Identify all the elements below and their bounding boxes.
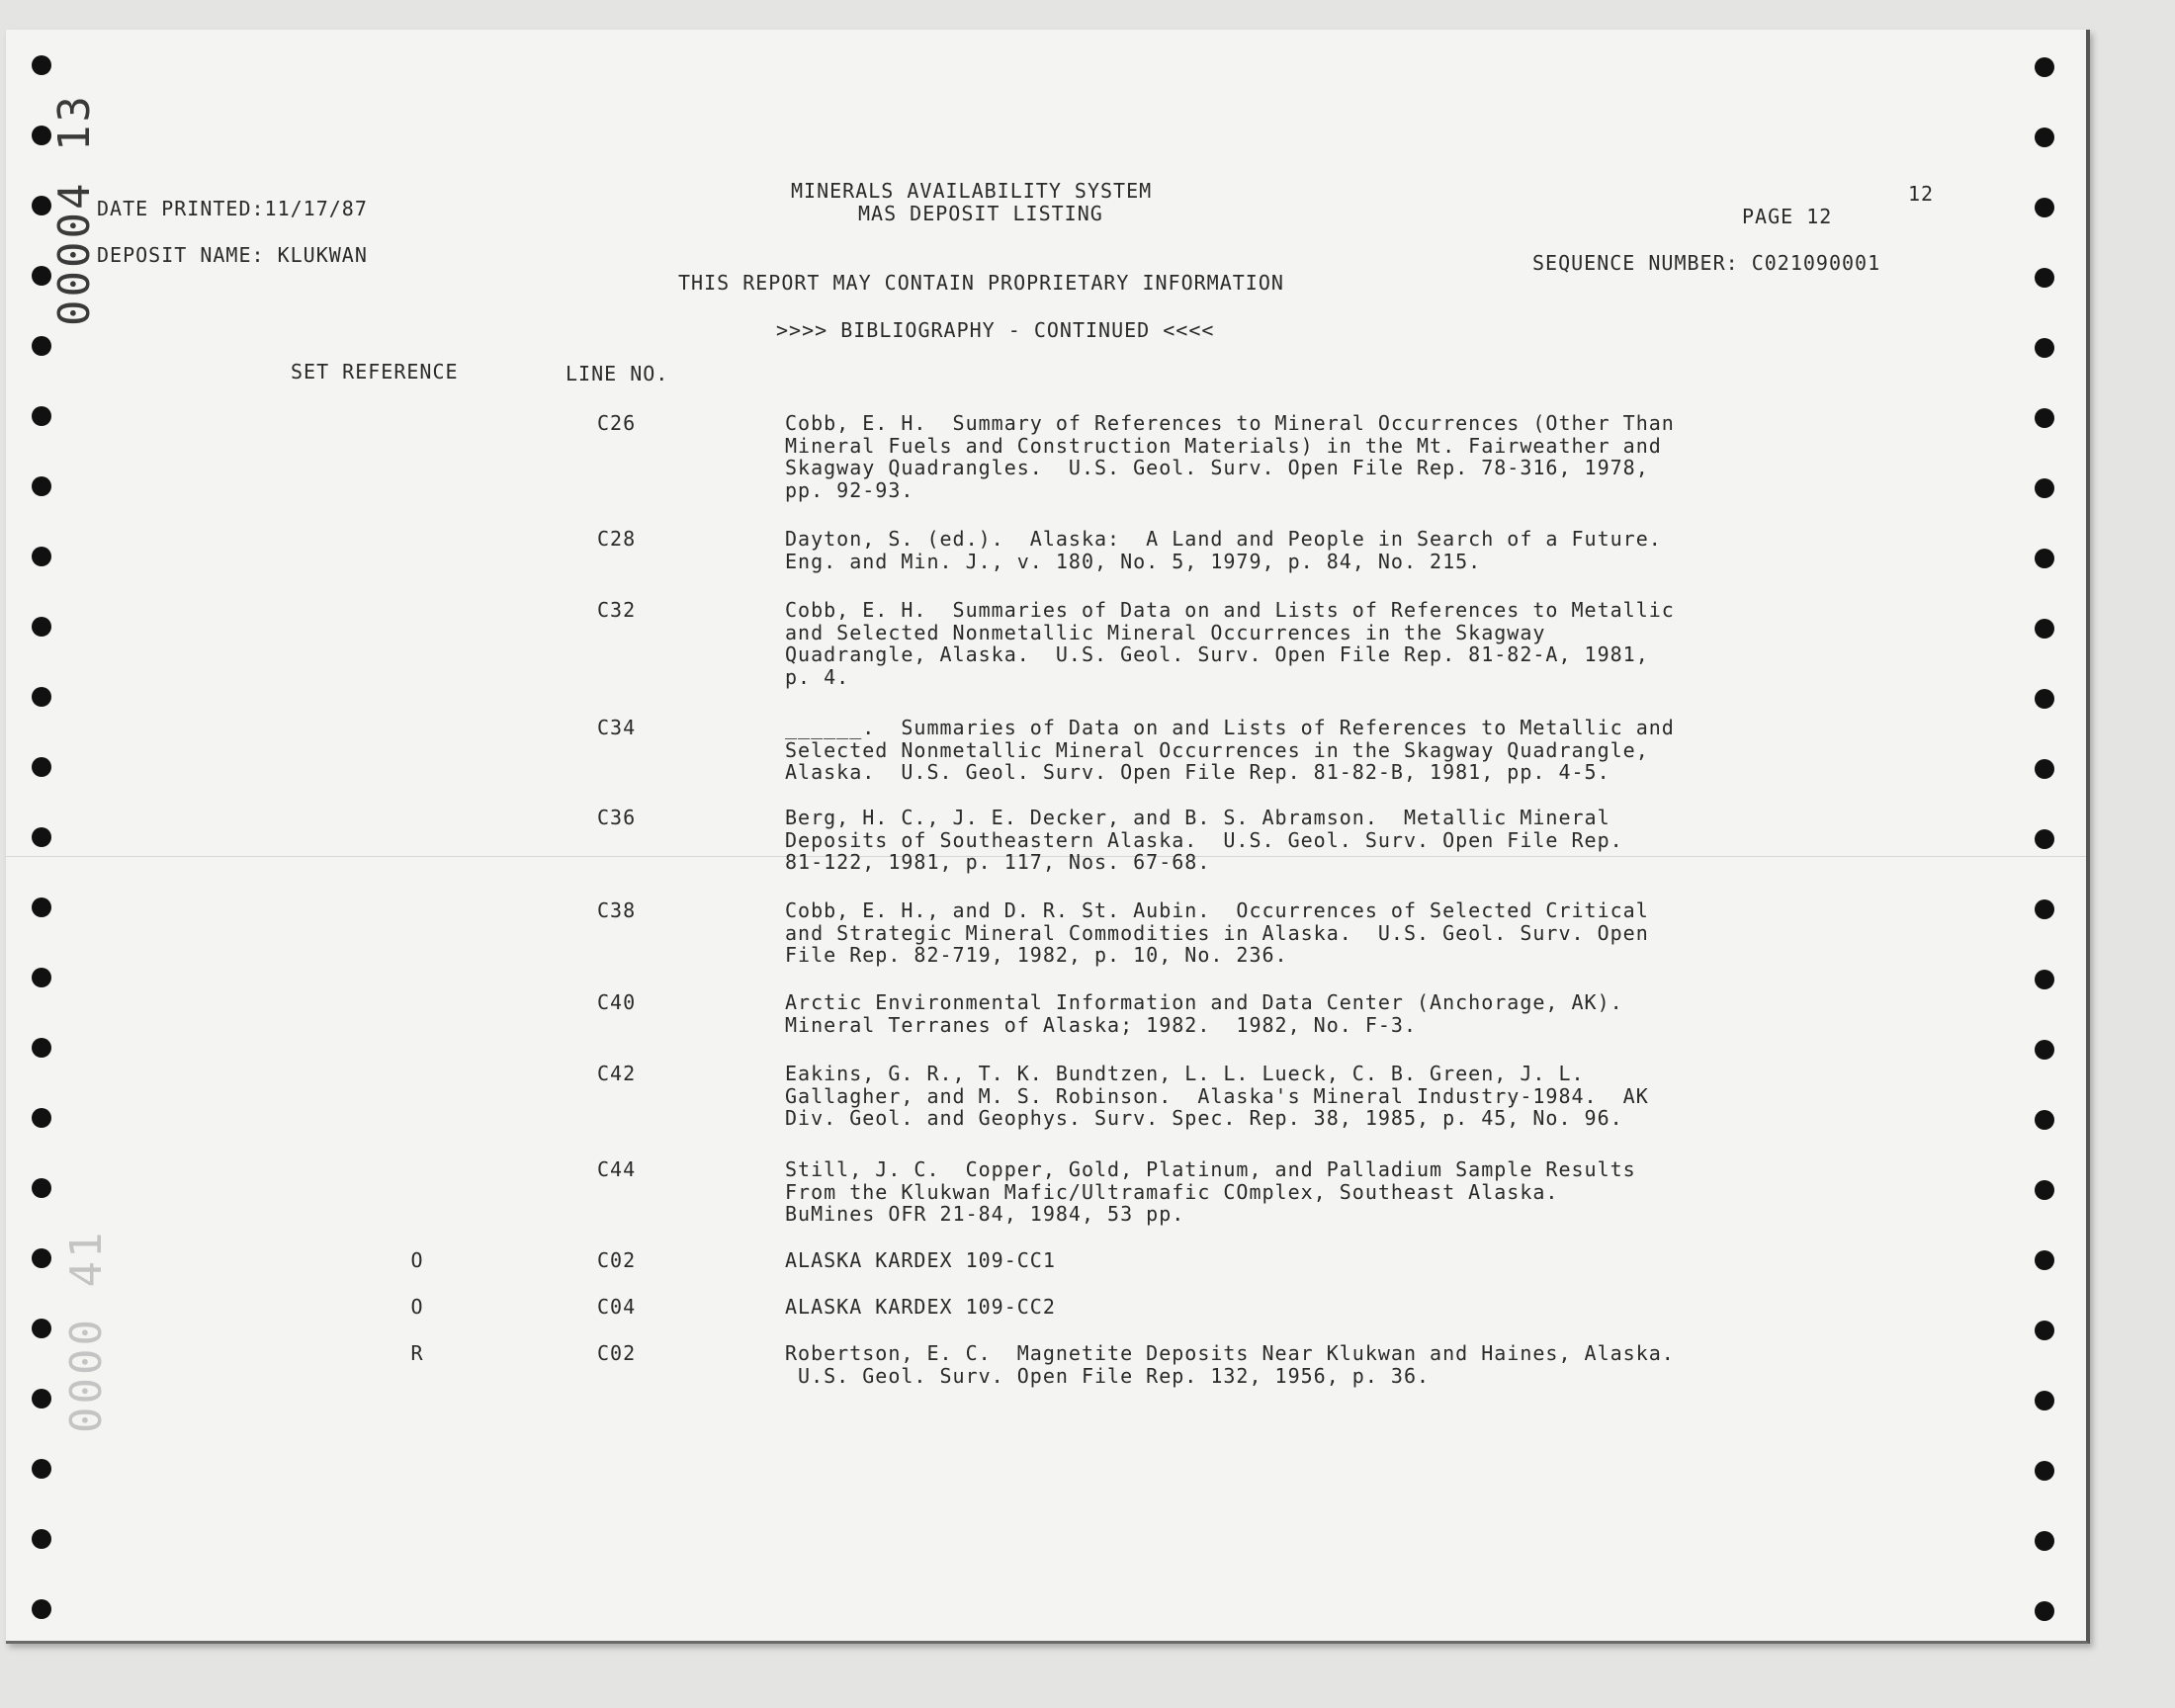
- listing-title: MAS DEPOSIT LISTING: [858, 202, 1103, 225]
- column-header-set-reference: SET REFERENCE: [291, 360, 459, 384]
- tractor-hole: [2035, 408, 2054, 428]
- tractor-hole: [32, 126, 51, 145]
- line-number: C28: [597, 527, 637, 551]
- reference-line: p. 4.: [785, 664, 850, 689]
- reference-text: [785, 1063, 1649, 1130]
- tractor-hole: [32, 476, 51, 496]
- tractor-hole: [32, 266, 51, 286]
- reference-text: [785, 528, 1662, 572]
- tractor-hole: [32, 1389, 51, 1409]
- reference-line: Gallagher, and M. S. Robinson. Alaska's Mineral Industry-1984. AK: [785, 1083, 1649, 1108]
- line-number: C02: [597, 1248, 637, 1272]
- tractor-hole: [32, 1108, 51, 1128]
- reference-line: Div. Geol. and Geophys. Surv. Spec. Rep. 38, 1985, p. 45, No. 96.: [785, 1106, 1623, 1130]
- reference-line: Eakins, G. R., T. K. Bundtzen, L. L. Lueck, C. B. Green, J. L.: [785, 1062, 1585, 1085]
- tractor-hole: [2035, 1601, 2054, 1621]
- reference-text: [785, 599, 1675, 688]
- reference-text: [785, 899, 1649, 967]
- deposit-name: DEPOSIT NAME: KLUKWAN: [97, 243, 368, 267]
- tractor-hole: [32, 1178, 51, 1198]
- tractor-hole: [2035, 57, 2054, 77]
- tractor-hole: [2035, 1461, 2054, 1481]
- tractor-hole: [2035, 829, 2054, 849]
- line-number: C40: [597, 990, 637, 1014]
- tractor-hole: [32, 1529, 51, 1549]
- tractor-hole: [32, 1319, 51, 1338]
- reference-text: [785, 807, 1623, 874]
- tractor-hole: [32, 1248, 51, 1268]
- reference-text: [785, 717, 1675, 784]
- tractor-hole: [2035, 1180, 2054, 1200]
- reference-line: Dayton, S. (ed.). Alaska: A Land and People in Search of a Future.: [785, 527, 1662, 551]
- column-header-line-no: LINE NO.: [566, 362, 669, 385]
- tractor-hole: [2035, 759, 2054, 779]
- reference-text: [785, 1158, 1636, 1226]
- system-title: MINERALS AVAILABILITY SYSTEM: [791, 179, 1153, 203]
- reference-line: Selected Nonmetallic Mineral Occurrences in the Skagway Quadrangle,: [785, 737, 1649, 762]
- tractor-hole: [32, 827, 51, 847]
- tractor-hole: [2035, 128, 2054, 147]
- reference-line: Still, J. C. Copper, Gold, Platinum, and Palladium Sample Results: [785, 1157, 1636, 1181]
- tractor-hole: [32, 757, 51, 777]
- tractor-hole: [2035, 970, 2054, 989]
- reference-text: [785, 991, 1623, 1036]
- reference-line: Cobb, E. H. Summary of References to Mineral Occurrences (Other Than: [785, 411, 1675, 435]
- reference-line: 81-122, 1981, p. 117, Nos. 67-68.: [785, 850, 1211, 874]
- reference-text: [785, 1249, 1056, 1272]
- reference-line: Robertson, E. C. Magnetite Deposits Near Klukwan and Haines, Alaska.: [785, 1341, 1675, 1365]
- tractor-hole: [32, 547, 51, 566]
- reference-line: Mineral Fuels and Construction Materials) in the Mt. Fairweather and: [785, 433, 1662, 458]
- line-number: C32: [597, 598, 637, 622]
- reference-line: U.S. Geol. Surv. Open File Rep. 132, 1956, p. 36.: [785, 1363, 1431, 1388]
- tractor-hole: [32, 687, 51, 707]
- set-reference: O: [410, 1295, 424, 1319]
- reference-line: ALASKA KARDEX 109-CC1: [785, 1248, 1056, 1272]
- reference-line: BuMines OFR 21-84, 1984, 53 pp.: [785, 1202, 1185, 1226]
- reference-line: pp. 92-93.: [785, 477, 914, 502]
- right-tractor-holes: [2035, 0, 2062, 1708]
- tractor-hole: [32, 968, 51, 987]
- faint-stamp-number: 0000 41: [61, 1229, 112, 1433]
- reference-line: Mineral Terranes of Alaska; 1982. 1982, No. F-3.: [785, 1012, 1418, 1037]
- reference-line: Cobb, E. H. Summaries of Data on and Lists of References to Metallic: [785, 598, 1675, 622]
- set-reference: R: [410, 1341, 424, 1365]
- tractor-hole: [32, 1038, 51, 1058]
- page-label: PAGE 12: [1742, 205, 1833, 228]
- tractor-hole: [2035, 1250, 2054, 1270]
- tractor-hole: [2035, 268, 2054, 288]
- line-number: C04: [597, 1295, 637, 1319]
- reference-line: Arctic Environmental Information and Data Center (Anchorage, AK).: [785, 990, 1623, 1014]
- tractor-hole: [32, 1599, 51, 1619]
- line-number: C02: [597, 1341, 637, 1365]
- reference-line: Berg, H. C., J. E. Decker, and B. S. Abramson. Metallic Mineral: [785, 806, 1610, 829]
- tractor-hole: [2035, 198, 2054, 217]
- reference-line: Eng. and Min. J., v. 180, No. 5, 1979, p. 84, No. 215.: [785, 549, 1482, 573]
- tractor-hole: [2035, 1321, 2054, 1340]
- proprietary-notice: THIS REPORT MAY CONTAIN PROPRIETARY INFORMATION: [678, 271, 1284, 295]
- reference-text: [785, 1296, 1056, 1319]
- tractor-hole: [2035, 619, 2054, 639]
- corner-page-number: 12: [1908, 182, 1935, 206]
- tractor-hole: [2035, 899, 2054, 919]
- section-title: >>>> BIBLIOGRAPHY - CONTINUED <<<<: [776, 318, 1215, 342]
- reference-line: and Strategic Mineral Commodities in Alaska. U.S. Geol. Surv. Open: [785, 920, 1649, 945]
- tractor-hole: [2035, 1040, 2054, 1060]
- line-number: C34: [597, 716, 637, 739]
- side-stamp-number: 00004 13: [49, 93, 100, 326]
- reference-line: Cobb, E. H., and D. R. St. Aubin. Occurrences of Selected Critical: [785, 898, 1649, 922]
- line-number: C44: [597, 1157, 637, 1181]
- tractor-hole: [32, 617, 51, 637]
- reference-line: Deposits of Southeastern Alaska. U.S. Geol. Surv. Open File Rep.: [785, 827, 1623, 852]
- line-number: C36: [597, 806, 637, 829]
- tractor-hole: [2035, 1531, 2054, 1551]
- reference-line: and Selected Nonmetallic Mineral Occurrences in the Skagway: [785, 620, 1546, 644]
- tractor-hole: [2035, 549, 2054, 568]
- reference-line: Alaska. U.S. Geol. Surv. Open File Rep. 81-82-B, 1981, pp. 4-5.: [785, 760, 1610, 784]
- tractor-hole: [32, 55, 51, 75]
- reference-line: From the Klukwan Mafic/Ultramafic COmplex, Southeast Alaska.: [785, 1179, 1559, 1204]
- tractor-hole: [2035, 338, 2054, 358]
- sequence-number: SEQUENCE NUMBER: C021090001: [1532, 251, 1881, 275]
- tractor-hole: [32, 336, 51, 356]
- tractor-hole: [2035, 478, 2054, 498]
- tractor-hole: [2035, 1391, 2054, 1410]
- line-number: C42: [597, 1062, 637, 1085]
- tractor-hole: [2035, 689, 2054, 709]
- set-reference: O: [410, 1248, 424, 1272]
- line-number: C38: [597, 898, 637, 922]
- reference-line: Quadrangle, Alaska. U.S. Geol. Surv. Open File Rep. 81-82-A, 1981,: [785, 642, 1649, 666]
- tractor-hole: [32, 406, 51, 426]
- tractor-hole: [2035, 1110, 2054, 1130]
- reference-line: File Rep. 82-719, 1982, p. 10, No. 236.: [785, 943, 1288, 967]
- line-number: C26: [597, 411, 637, 435]
- reference-text: [785, 1342, 1675, 1387]
- reference-text: [785, 412, 1675, 501]
- reference-line: Skagway Quadrangles. U.S. Geol. Surv. Open File Rep. 78-316, 1978,: [785, 456, 1649, 479]
- tractor-hole: [32, 196, 51, 215]
- reference-line: ALASKA KARDEX 109-CC2: [785, 1295, 1056, 1319]
- date-printed: DATE PRINTED:11/17/87: [97, 197, 368, 220]
- tractor-hole: [32, 1459, 51, 1479]
- tractor-hole: [32, 897, 51, 917]
- reference-line: ______. Summaries of Data on and Lists of References to Metallic and: [785, 716, 1675, 739]
